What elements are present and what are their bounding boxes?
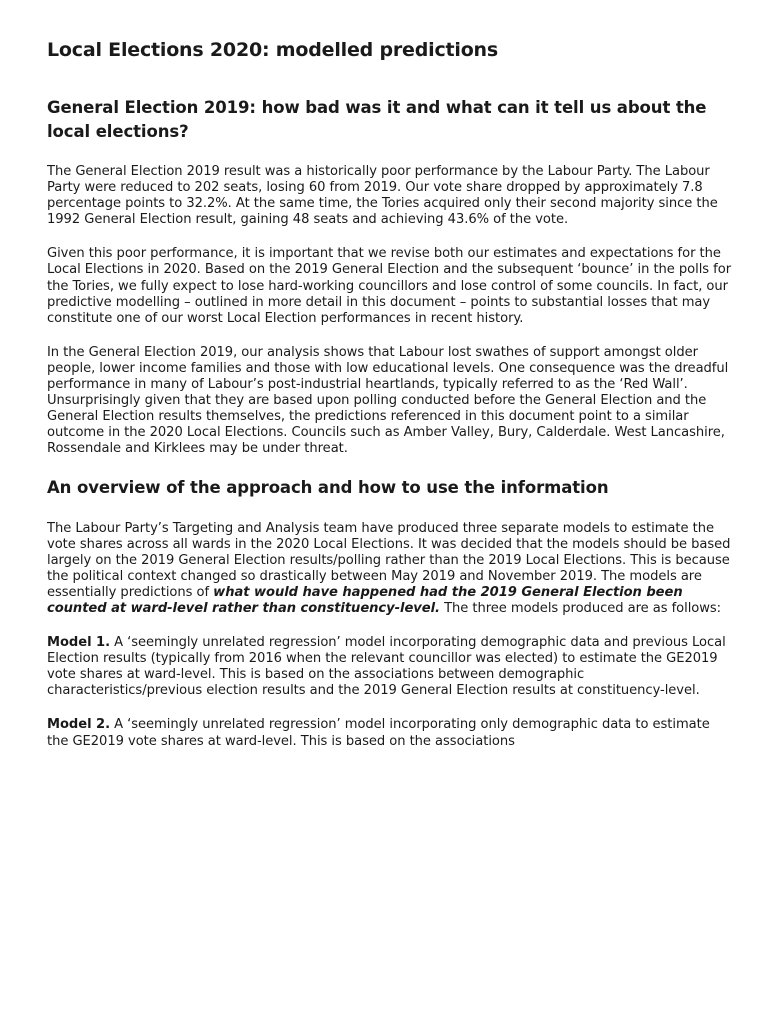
paragraph-approach-intro <box>47 521 734 618</box>
model-2-text: A ‘seemingly unrelated regression’ model incorporating only demographic data to estimate the GE2019 vote shares at ward-level. This is based on the associations <box>47 717 710 749</box>
model-1-label: Model 1. <box>47 635 111 651</box>
approach-intro-start: The Labour Party’s Targeting and Analysis team have produced three separate models to estimate the vote shares across all wards in the 2020 Local Elections. It was decided that the models should be based largely on the 2019 General Election results/polling rather than the 2019 Local Elections. This is because the political context changed so drastically between May 2019 and November 2019. The models are essentially predictions of <box>47 520 731 600</box>
model-2-label: Model 2. <box>47 717 111 733</box>
paragraph-red-wall: In the General Election 2019, our analysis shows that Labour lost swathes of support amongst older people, lower income families and those with low educational levels. One consequence was the dreadful performance in many of Labour’s post-industrial heartlands, typically referred to as the ‘Red Wall’. Unsurprisingly given that they are based upon polling conducted before the General Election and the General Election results themselves, the predictions referenced in this document point to a similar outcome in the 2020 Local Elections. Councils such as Amber Valley, Bury, Calderdale. West Lancashire, Rossendale and Kirklees may be under threat. <box>47 344 729 457</box>
model-1-paragraph <box>47 635 734 699</box>
section-heading-general-election: General Election 2019: how bad was it and what can it tell us about the local elections? <box>47 98 707 141</box>
model-1-text: A ‘seemingly unrelated regression’ model incorporating demographic data and previous Local Election results (typically from 2016 when the relevant councillor was elected) to estimate the GE2019 vote shares at ward-level. This is based on the associations between demographic characteristics/previous election results and the 2019 General Election results at constituency-level. <box>47 635 726 699</box>
document-title: Local Elections 2020: modelled predictions <box>47 39 498 61</box>
section-heading-approach: An overview of the approach and how to use the information <box>47 477 609 497</box>
approach-intro-end: The three models produced are as follows: <box>439 600 722 616</box>
paragraph-revise-estimates: Given this poor performance, it is important that we revise both our estimates and expectations for the Local Elections in 2020. Based on the 2019 General Election and the subsequent ‘bounce’ in the polls for the Tories, we fully expect to lose hard-working councillors and lose control of some councils. In fact, our predictive modelling – outlined in more detail in this document – points to substantial losses that may constitute one of our worst Local Election performances in recent history. <box>47 246 732 326</box>
paragraph-ge2019-result: The General Election 2019 result was a historically poor performance by the Labour Party. The Labour Party were reduced to 202 seats, losing 60 from 2019. Our vote share dropped by approximately 7.8 percentage points to 32.2%. At the same time, the Tories acquired only their second majority since the 1992 General Election result, gaining 48 seats and achieving 43.6% of the vote. <box>47 164 718 228</box>
approach-intro-emphasis: what would have happened had the 2019 General Election been counted at ward-level rather than constituency-level. <box>47 584 683 616</box>
model-2-paragraph <box>47 717 734 749</box>
